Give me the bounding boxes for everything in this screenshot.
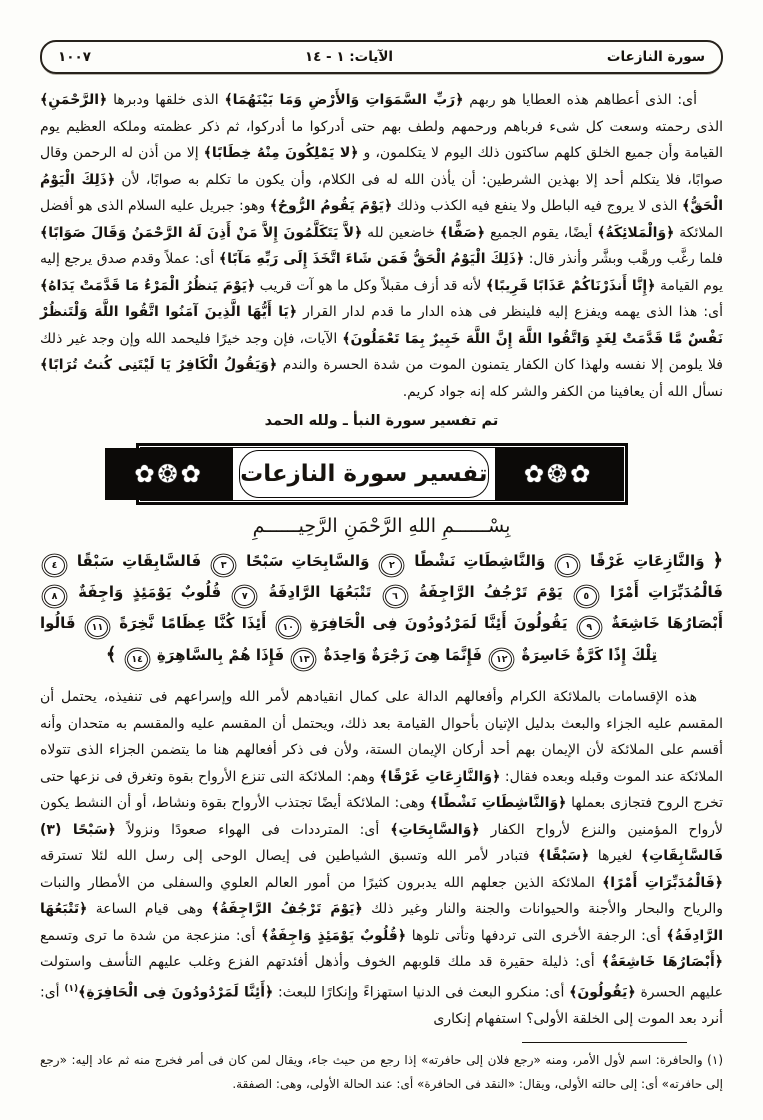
- quran-inline-quote: ﴿وَالْمَلائِكَةُ﴾: [597, 224, 675, 241]
- naba-closing-line: تم تفسير سورة النبأ ـ ولله الحمد: [264, 413, 499, 429]
- verse-text: وَالنَّاشِطَاتِ نَشْطًا: [406, 552, 554, 570]
- banner-title: تفسير سورة النازعات: [240, 461, 488, 487]
- quran-inline-quote: ﴿قُلُوبٌ يَوْمَئِذٍ وَاجِفَةٌ﴾: [261, 927, 407, 944]
- verse-text: أَبْصَارُهَا خَاشِعَةٌ: [603, 614, 723, 632]
- plain-text: الملائكة الذين جعلهم الله يدبرون كثيرًا من أمور العالم العلوي والسفلى من الأمطار والنبات والرياح والبحار والأجنة والحيوانات والجنة والنار وغير ذلك: [40, 874, 723, 917]
- verse-text: تَتْبَعُهَا الرَّادِفَةُ: [259, 583, 381, 601]
- plain-text: أى: المترددات فى الهواء صعودًا ونزولاً: [115, 821, 391, 838]
- floral-ornament-icon: ✿❂✿: [105, 448, 233, 500]
- ayah-number-medallion: ٢: [381, 556, 402, 575]
- quran-inline-quote: ﴿يَوْمَ يَقُومُ الرُّوحُ﴾: [269, 198, 393, 214]
- quran-inline-quote: ﴿أَئِنَّا لَمَرْدُودُونَ فِى الْحَافِرَةِ﴾: [78, 984, 274, 1001]
- quran-inline-quote: ﴿سَبْحًا (٣) فَالسَّابِقَاتِ﴾: [40, 821, 723, 864]
- quran-inline-quote: ﴿يَقُولُونَ﴾: [569, 984, 636, 1001]
- plain-text: أى: عملاً وقدم صدق يرجع إليه يوم القيامة: [40, 251, 724, 294]
- commentary-paragraph: [40, 684, 723, 1032]
- floral-ornament-icon: ✿❂✿: [495, 448, 623, 500]
- quran-inline-quote: ﴿الرَّحْمَنِ﴾: [40, 92, 108, 108]
- page-header: [40, 40, 723, 74]
- ayah-number-medallion: ١٤: [127, 650, 148, 669]
- ayah-number-medallion: ٥: [576, 587, 597, 606]
- quran-inline-quote: ﴿وَالنَّازِعَاتِ غَرْقًا﴾: [379, 768, 501, 785]
- ayah-number-medallion: ٦: [385, 587, 406, 606]
- plain-text: أى: ذليلة حقيرة قد ملك قلوبهم الخوف وأذهل أفئدتهم الفزع وغلب عليهم التأسف واستولت عليهم الحسرة: [40, 954, 723, 1001]
- plain-text: أى: منزعجة من شدة ما ترى وتسمع: [40, 927, 262, 944]
- verse-text: قَالُوا تِلْكَ إِذًا كَرَّةٌ خَاسِرَةٌ: [40, 614, 658, 664]
- plain-text: فلما رغَّب ورهَّب وبشَّر وأنذر قال:: [524, 251, 724, 267]
- footnote-text: (١) والحافرة: اسم لأول الأمر، ومنه «رجع فلان إلى حافرته» إذا رجع من حيث جاء، ويقال لمن كان فى أمر فخرج منه ثم عاد إليه: «رجع إلى حافرته» أى: إلى حالته الأولى، ويقال: «النقد فى الحافرة» أى: عند الحالة الأولى، وهى: الصفقة.: [40, 1053, 723, 1091]
- plain-text: أيضًا، يقوم الجميع: [485, 224, 598, 241]
- ayah-number-medallion: ١٣: [293, 650, 314, 669]
- plain-text: وهى قيام الساعة: [87, 901, 212, 917]
- quran-inline-quote: ﴿يَوْمَ يَنظُرُ الْمَرْءُ مَا قَدَّمَتْ يَدَاهُ﴾: [40, 277, 256, 294]
- ayah-number-medallion: ٤: [44, 556, 65, 575]
- quran-inline-quote: ﴿تَتْبَعُهَا الرَّادِفَةُ﴾: [40, 901, 723, 944]
- quran-inline-quote: ﴿وَيَقُولُ الْكَافِرُ يَا لَيْتَنِى كُنتُ تُرَابًا﴾: [40, 357, 278, 373]
- ayah-number-medallion: ٨: [44, 587, 65, 606]
- verse-text: يَقُولُونَ أَئِنَّا لَمَرْدُودُونَ فِى الْحَافِرَةِ: [302, 614, 575, 632]
- plain-text: أى: هذا الذى يهمه ويفزع إليه فلينظر فى هذه الدار ما قدم لدار القرار: [297, 304, 723, 320]
- plain-text: لأنه قد أزف مقبلاً وكل ما هو آت قريب: [255, 277, 486, 294]
- quran-inline-quote: ﴿لاَّ يَتَكَلَّمُونَ إِلاَّ مَنْ أَذِنَ لَهُ الرَّحْمَنُ وَقَالَ صَوَابًا﴾: [40, 224, 363, 241]
- quran-inline-quote: ﴿وَالنَّاشِطَاتِ نَشْطًا﴾: [429, 795, 567, 811]
- banner-cartouche: [239, 450, 488, 498]
- surah-title-banner: [136, 443, 628, 505]
- ayah-number-medallion: ١١: [87, 618, 108, 637]
- verse-text: وَالنَّازِعَاتِ غَرْقًا: [582, 552, 713, 570]
- plain-text: نسأل الله أن يعافينا من الكفر والشر كله إنه جواد كريم.: [402, 383, 723, 400]
- quran-inline-quote: ﴿يَا أَيُّهَا الَّذِينَ آمَنُوا اتَّقُوا اللَّهَ وَلْتَنظُرْ نَفْسٌ مَّا قَدَّمَتْ لِغَدٍ وَاتَّقُوا اللَّهَ إِنَّ اللَّهَ خَبِيرٌ بِمَا تَعْمَلُونَ﴾: [40, 304, 723, 347]
- ayah-number-medallion: ٩: [579, 618, 600, 637]
- quran-inline-quote: ﴿رَبِّ السَّمَوَاتِ وَالأَرْضِ وَمَا بَيْنَهُمَا﴾: [224, 92, 464, 108]
- quran-inline-quote: ﴿ذَلِكَ الْيَوْمُ الْحَقُّ فَمَن شَاءَ اتَّخَذَ إِلَى رَبِّهِ مَآبًا﴾: [218, 251, 525, 267]
- verse-text: فَالسَّابِقَاتِ سَبْقًا: [69, 552, 210, 570]
- quran-inline-quote: ﴿ذَلِكَ الْيَوْمُ الْحَقُّ﴾: [40, 171, 723, 214]
- verse-text: يَوْمَ تَرْجُفُ الرَّاجِفَةُ: [409, 583, 572, 601]
- verse-text: فَإِنَّمَا هِىَ زَجْرَةٌ وَاحِدَةٌ: [318, 646, 488, 664]
- plain-text: الذى لا يروج فيه الباطل ولا ينفع فيه الكذب وذلك: [392, 198, 683, 214]
- ayat-range-label: الآيات: ١ - ١٤: [304, 49, 394, 65]
- footnote-ref: (١): [64, 983, 79, 994]
- plain-text: الذى رحمته وسعت كل شىء فرباهم ورحمهم ولطف بهم حتى أدركوا ما أدركوا، ثم ذكر عظمته وملكه العظيم يوم القيامة وأن جميع الخلق كلهم ساكتون ذلك اليوم لا يتكلمون، و: [40, 118, 723, 161]
- quran-inline-quote: ﴿فَالْمُدَبِّرَاتِ أَمْرًا﴾: [602, 874, 724, 891]
- verse-text: قُلُوبٌ يَوْمَئِذٍ وَاجِفَةٌ: [69, 583, 231, 601]
- quran-inline-quote: ﴿صَفًّا﴾: [439, 224, 486, 241]
- plain-text: أى: أنرد بعد الموت إلى الخلقة الأولى؟ استفهام إنكارى: [40, 984, 723, 1027]
- ayah-number-medallion: ٧: [234, 587, 255, 606]
- plain-text: لغيرها: [589, 848, 641, 864]
- quran-inline-quote: ﴿أَبْصَارُهَا خَاشِعَةٌ﴾: [601, 954, 723, 970]
- ayah-number-medallion: ١٠: [278, 618, 299, 637]
- ayah-number-medallion: ٣: [213, 556, 234, 575]
- quran-inline-quote: ﴿سَبْقًا﴾: [538, 848, 590, 864]
- naba-tafsir-paragraph: [40, 87, 723, 405]
- plain-text: أى: الرجفة الأخرى التى تردفها وتأتى تلوها: [406, 927, 667, 944]
- verse-text: أَئِذَا كُنَّا عِظَامًا نَّخِرَةً: [111, 614, 274, 632]
- footnote-divider: [522, 1042, 687, 1043]
- quran-close-bracket: ﴾: [105, 644, 123, 665]
- ayah-number-medallion: ١٢: [491, 650, 512, 669]
- page-number-label: ١٠٠٧: [58, 49, 91, 65]
- plain-text: خاضعين لله: [362, 224, 440, 241]
- quran-open-bracket: ﴿: [712, 550, 723, 571]
- plain-text: أى: الذى أعطاهم هذه العطايا هو ربهم: [463, 92, 697, 108]
- verse-text: فَإِذَا هُمْ بِالسَّاهِرَةِ: [151, 646, 290, 664]
- quran-inline-quote: ﴿إِنَّا أَنذَرْنَاكُمْ عَذَابًا قَرِيبًا﴾: [485, 277, 656, 294]
- quran-inline-quote: ﴿يَوْمَ تَرْجُفُ الرَّاجِفَةُ﴾: [211, 901, 363, 917]
- quran-inline-quote: ﴿لا يَمْلِكُونَ مِنْهُ خِطَابًا﴾: [203, 145, 359, 161]
- ayah-number-medallion: ١: [557, 556, 578, 575]
- surah-title-label: سورة النازعات: [606, 49, 705, 65]
- plain-text: فتبادر لأمر الله وتسبق الشياطين فى إيصال الوحى إلى رسل الله لئلا تسترقه: [40, 848, 539, 864]
- verse-text: فَالْمُدَبِّرَاتِ أَمْرًا: [600, 583, 723, 601]
- plain-text: الذى خلقها ودبرها: [107, 92, 225, 108]
- plain-text: الآيات، فإن وجد خيرًا فليحمد الله وإن وجد غير ذلك فلا يلومن إلا نفسه ولهذا كان الكفار يتمنون الموت من شدة الحسرة والندم: [40, 330, 723, 373]
- plain-text: وهم: الملائكة التى تنزع الأرواح بقوة وتغرق فى نزعها حتى تخرج الروح فتجازى بعملها: [40, 768, 724, 811]
- verse-text: وَالسَّابِحَاتِ سَبْحًا: [238, 552, 378, 570]
- quran-verses-block: [40, 545, 723, 671]
- plain-text: هذه الإقسامات بالملائكة الكرام وأفعالهم الدالة على كمال انقيادهم لأمر الله وإسراعهم فى تنفيذه، يحتمل أن المقسم عليه الجزاء والبعث بدليل الإتيان بأحوال القيامة بعد ذلك، ويحتمل أن المقسم عليه والمقسم به متحدان وأنه أقسم على الملائكة لأن الإيمان بهم أحد أركان الإيمان الستة، ولأن فى ذكر أفعالهم هنا ما يتضمن الجزاء الذى تتولاه الملائكة عند الموت وقبله وبعده فقال:: [40, 689, 724, 785]
- plain-text: وهى: الملائكة أيضًا تجتذب الأرواح بقوة ونشاط، أو أن النشط يكون لأرواح المؤمنين والنزع لأرواح الكفار: [40, 795, 723, 838]
- plain-text: أى: منكرو البعث فى الدنيا استهزاءً وإنكارًا للبعث:: [273, 984, 570, 1001]
- basmala-calligraphy: بِسْــــــمِ اللهِ الرَّحْمَنِ الرَّحِيــــــمِ: [252, 515, 511, 537]
- quran-inline-quote: ﴿وَالسَّابِحَاتِ﴾: [390, 821, 480, 838]
- plain-text: وهو: جبريل عليه السلام الذى هو أفضل الملائكة: [40, 198, 724, 241]
- plain-text: إلا من أذن له الرحمن وقال صوابًا، فلا يتكلم أحد إلا بهذين الشرطين: أن يأذن الله له فى الكلام، وأن يكون ما تكلم به صوابًا، لأن: [40, 145, 723, 188]
